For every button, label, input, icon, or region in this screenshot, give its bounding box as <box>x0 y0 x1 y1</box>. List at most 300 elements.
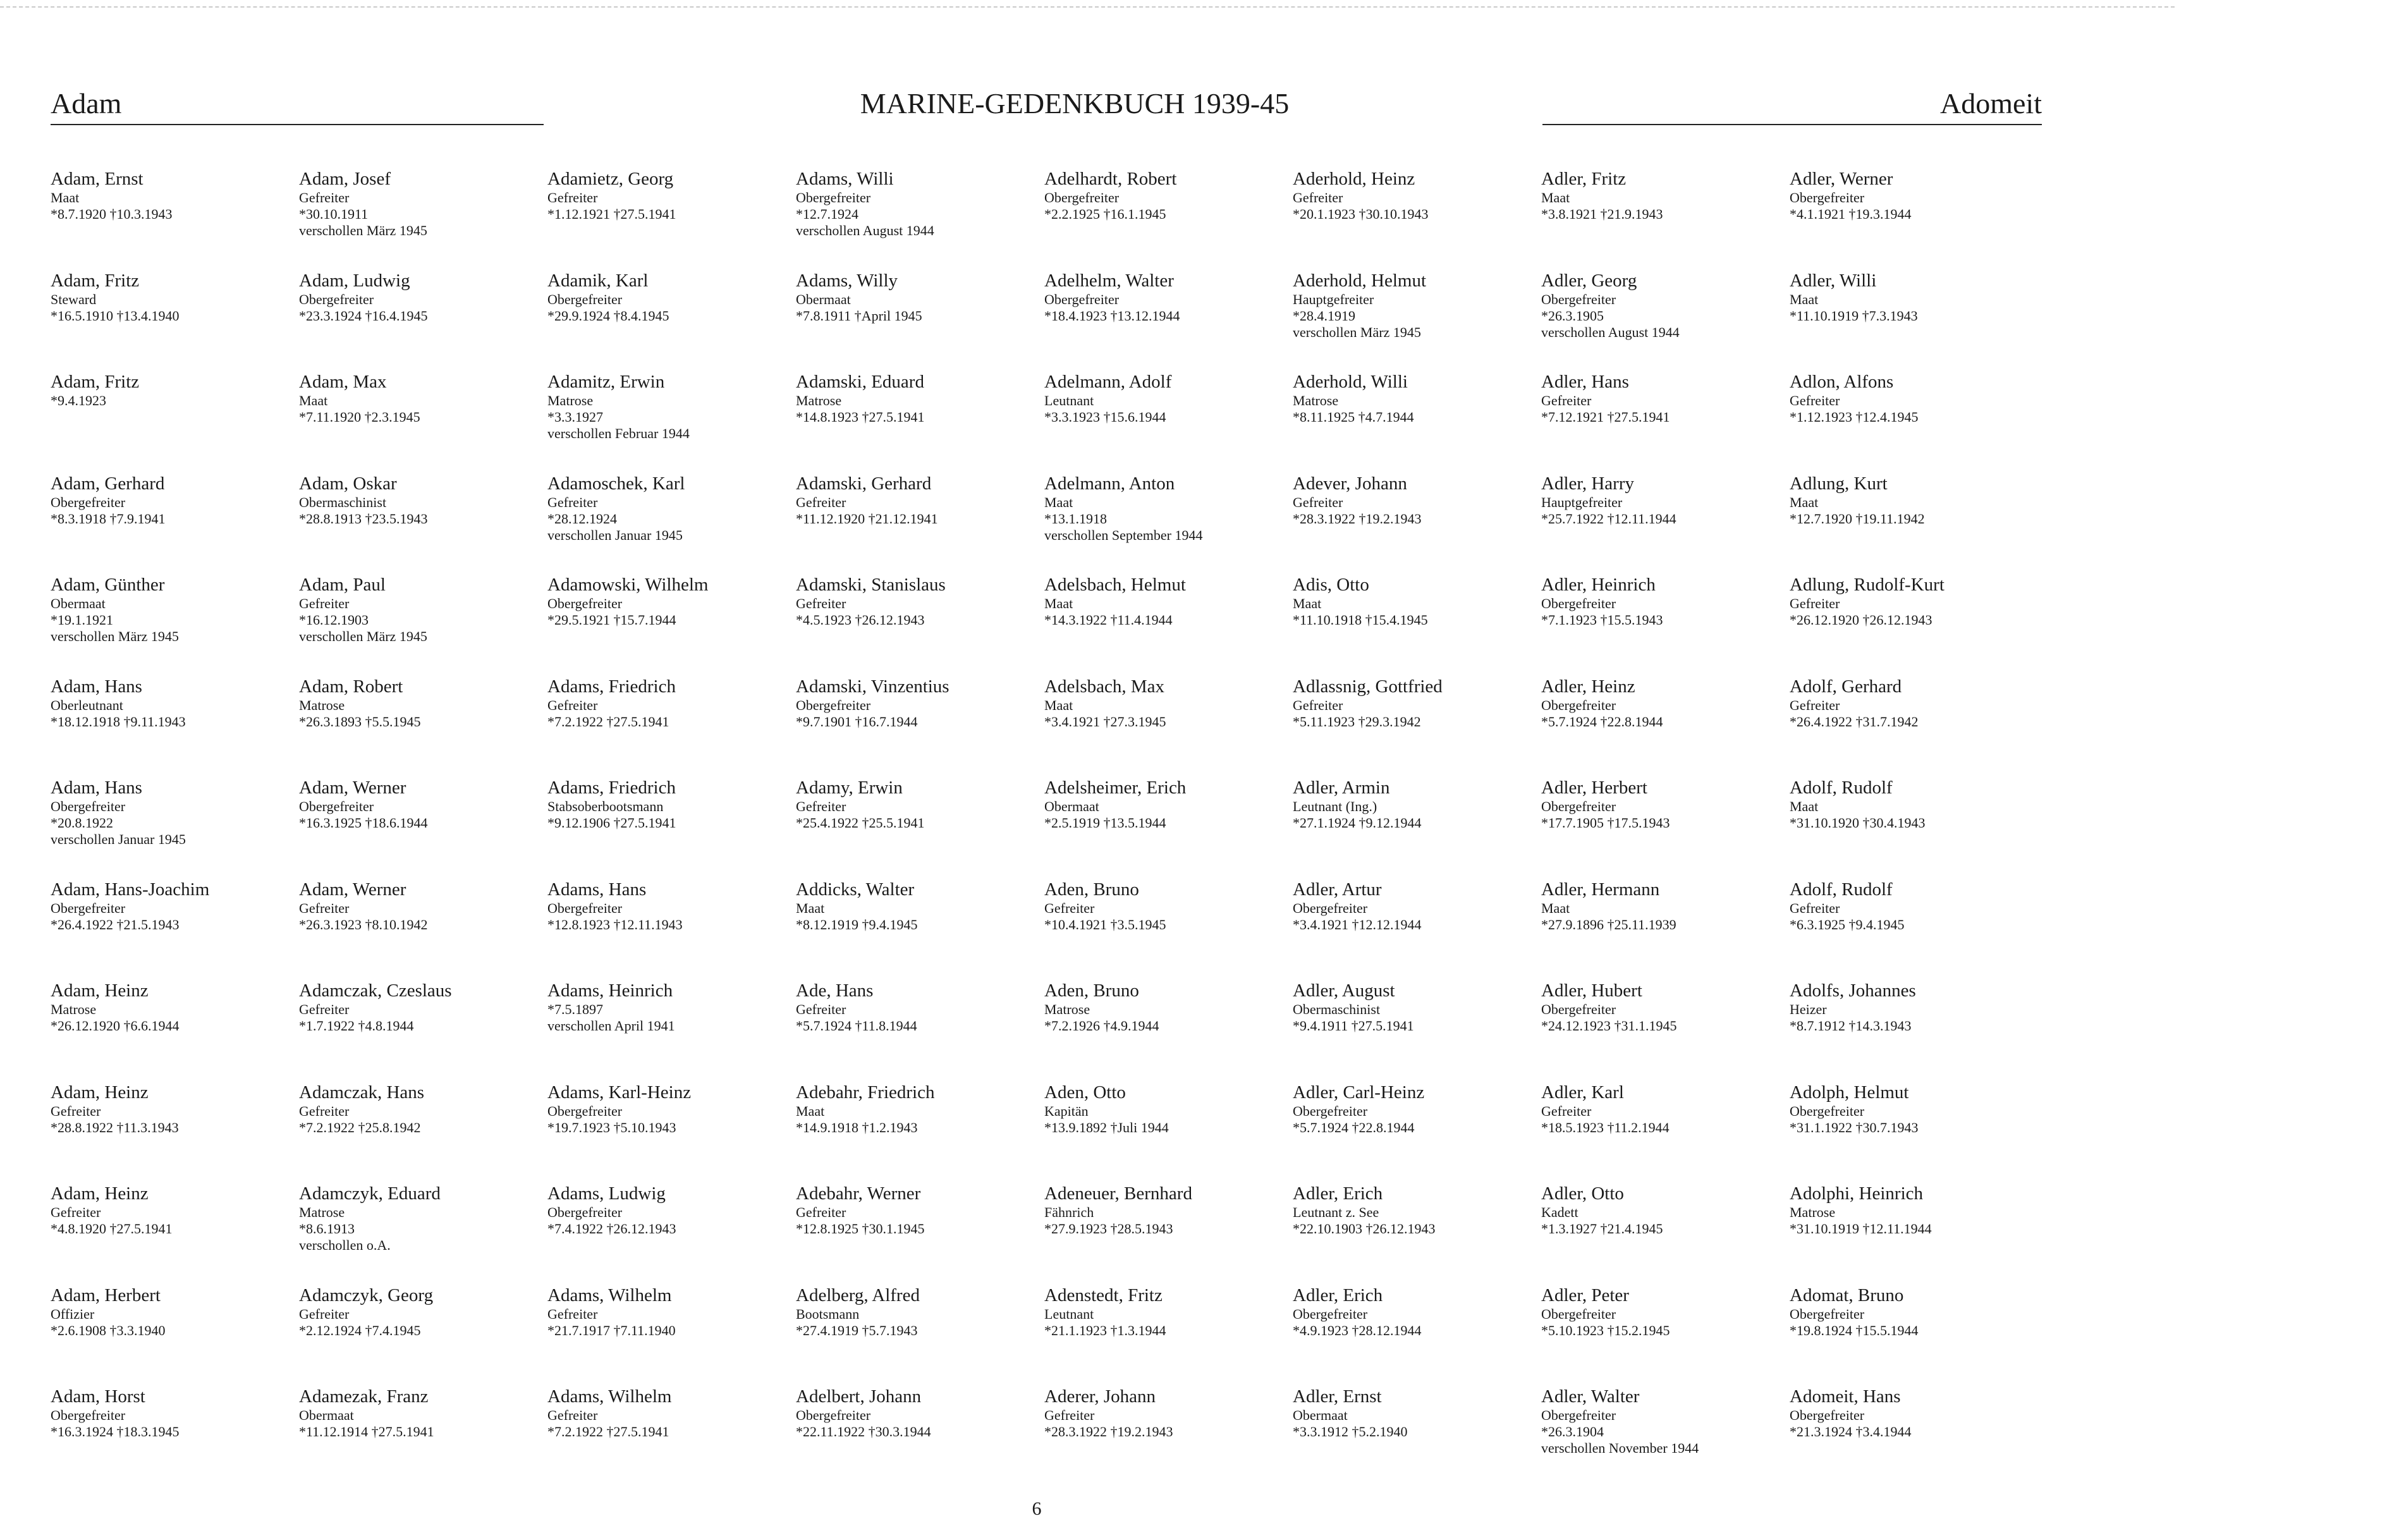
entry-name: Adams, Hans <box>547 879 647 900</box>
entry-dates: *13.9.1892 †Juli 1944 <box>1044 1119 1169 1135</box>
entry-rank: Maat <box>1044 697 1073 713</box>
entry-rank: Maat <box>1790 494 1819 510</box>
entry-rank: Gefreiter <box>1541 393 1592 408</box>
entry-dates: *28.3.1922 †19.2.1943 <box>1293 510 1422 527</box>
entry-rank: Maat <box>1790 798 1819 814</box>
entry-rank: Gefreiter <box>547 1305 598 1322</box>
entry-dates: *8.6.1913 <box>299 1221 355 1237</box>
entry-rank: Oberleutnant <box>51 697 123 713</box>
entry-rank: Leutnant <box>1044 1305 1094 1322</box>
memorial-entry <box>796 371 1044 473</box>
entry-rank: *7.5.1897 <box>547 1001 603 1017</box>
memorial-entry <box>1790 270 2038 372</box>
entry-rank: Leutnant z. See <box>1293 1204 1379 1220</box>
memorial-entry <box>299 1082 547 1183</box>
memorial-entry <box>1541 574 1790 676</box>
entry-note: verschollen März 1945 <box>51 628 179 644</box>
entry-rank: Obergefreiter <box>51 900 126 916</box>
entry-dates: *11.10.1918 †15.4.1945 <box>1293 612 1428 628</box>
entry-name: Adlung, Rudolf-Kurt <box>1790 575 1944 595</box>
memorial-entry <box>1044 168 1293 270</box>
entry-name: Adamy, Erwin <box>796 778 903 798</box>
memorial-entry <box>1790 1386 2038 1488</box>
entry-note: verschollen März 1945 <box>299 628 427 644</box>
entry-name: Aden, Bruno <box>1044 981 1139 1001</box>
entry-name: Ade, Hans <box>796 981 874 1001</box>
memorial-entry <box>547 574 796 676</box>
memorial-entry <box>299 676 547 778</box>
memorial-entry <box>547 1183 796 1285</box>
entry-dates: *27.4.1919 †5.7.1943 <box>796 1322 918 1338</box>
entry-note: verschollen August 1944 <box>796 223 934 238</box>
entry-rank: Gefreiter <box>1044 1407 1095 1423</box>
entry-dates: *3.3.1927 <box>547 409 603 425</box>
entry-dates: *31.1.1922 †30.7.1943 <box>1790 1119 1919 1135</box>
entry-rank: Matrose <box>1044 1001 1090 1017</box>
entry-rank: Obergefreiter <box>1541 1001 1616 1017</box>
entry-name: Adler, Georg <box>1541 270 1637 291</box>
memorial-entry <box>1044 574 1293 676</box>
entry-rank: Matrose <box>1790 1204 1836 1220</box>
entry-name: Aderhold, Willi <box>1293 372 1408 392</box>
memorial-entry <box>299 879 547 981</box>
entry-rank: Leutnant (Ing.) <box>1293 798 1377 814</box>
memorial-entry <box>1044 879 1293 981</box>
memorial-entry <box>51 168 299 270</box>
entry-rank: Gefreiter <box>299 1103 350 1119</box>
entry-dates: *18.12.1918 †9.11.1943 <box>51 713 186 730</box>
entry-name: Adam, Gerhard <box>51 473 165 494</box>
entry-name: Adler, Peter <box>1541 1285 1629 1305</box>
entry-rank: Steward <box>51 291 97 307</box>
entry-rank: Obermaat <box>1044 798 1099 814</box>
entry-name: Adelhardt, Robert <box>1044 169 1177 189</box>
entry-name: Adamski, Stanislaus <box>796 575 946 595</box>
memorial-entry <box>299 1183 547 1285</box>
entry-dates: *28.4.1919 <box>1293 307 1355 324</box>
entry-dates: *26.4.1922 †31.7.1942 <box>1790 713 1919 730</box>
memorial-entry <box>51 1386 299 1488</box>
entry-rank: Gefreiter <box>1293 190 1343 205</box>
entry-name: Adamczyk, Eduard <box>299 1183 441 1204</box>
entry-dates: *19.1.1921 <box>51 612 113 628</box>
entry-rank: Gefreiter <box>51 1204 101 1220</box>
entry-dates: *1.3.1927 †21.4.1945 <box>1541 1221 1663 1237</box>
entry-name: Aderhold, Heinz <box>1293 169 1415 189</box>
entry-rank: Matrose <box>796 393 842 408</box>
memorial-entry <box>796 1386 1044 1488</box>
entry-name: Adler, Hans <box>1541 372 1629 392</box>
entry-dates: *7.2.1922 †27.5.1941 <box>547 713 669 730</box>
entry-name: Adler, Otto <box>1541 1183 1624 1204</box>
entry-rank: Gefreiter <box>1790 596 1840 611</box>
entry-rank: Maat <box>796 1103 825 1119</box>
entry-dates: *29.9.1924 †8.4.1945 <box>547 307 669 324</box>
entry-name: Adeneuer, Bernhard <box>1044 1183 1192 1204</box>
entry-name: Adler, Harry <box>1541 473 1634 494</box>
memorial-entry <box>547 1285 796 1386</box>
entry-name: Adamski, Vinzentius <box>796 676 949 697</box>
entry-rank: Obergefreiter <box>1541 1305 1616 1322</box>
entry-rank: Maat <box>299 393 328 408</box>
entry-rank: Gefreiter <box>796 1001 846 1017</box>
entry-name: Adelmann, Adolf <box>1044 372 1172 392</box>
entry-name: Adam, Heinz <box>51 1082 149 1103</box>
memorial-entry <box>547 371 796 473</box>
memorial-entry <box>796 1082 1044 1183</box>
entry-name: Adams, Ludwig <box>547 1183 666 1204</box>
entry-name: Adler, Walter <box>1541 1386 1640 1407</box>
entry-dates: *26.3.1923 †8.10.1942 <box>299 916 428 932</box>
entry-name: Adam, Heinz <box>51 981 149 1001</box>
page-title: MARINE-GEDENKBUCH 1939-45 <box>860 87 1290 119</box>
entry-dates: *8.11.1925 †4.7.1944 <box>1293 409 1414 425</box>
entry-name: Aden, Otto <box>1044 1082 1126 1103</box>
entry-dates: *2.12.1924 †7.4.1945 <box>299 1322 421 1338</box>
entry-dates: *19.8.1924 †15.5.1944 <box>1790 1322 1919 1338</box>
entry-dates: *28.3.1922 †19.2.1943 <box>1044 1424 1173 1439</box>
memorial-entry <box>1293 980 1541 1082</box>
entry-dates: *26.3.1893 †5.5.1945 <box>299 713 421 730</box>
memorial-entry <box>547 473 796 575</box>
entry-name: Adebahr, Werner <box>796 1183 921 1204</box>
entry-name: Adler, Herbert <box>1541 778 1647 798</box>
entry-dates: *27.9.1896 †25.11.1939 <box>1541 916 1676 932</box>
entry-rank: Matrose <box>299 697 345 713</box>
entry-rank: Gefreiter <box>1790 900 1840 916</box>
memorial-entry <box>547 1082 796 1183</box>
entry-name: Adler, Carl-Heinz <box>1293 1082 1425 1103</box>
memorial-entry <box>1541 879 1790 981</box>
memorial-entry <box>1293 1082 1541 1183</box>
memorial-entry <box>1293 1285 1541 1386</box>
entry-rank: Obermaat <box>796 291 851 307</box>
entry-dates: *27.1.1924 †9.12.1944 <box>1293 815 1422 831</box>
memorial-entry <box>1044 1082 1293 1183</box>
memorial-entry <box>547 168 796 270</box>
entry-note: verschollen März 1945 <box>1293 324 1421 340</box>
entry-note: verschollen Januar 1945 <box>547 527 683 543</box>
entry-rank: Obergefreiter <box>1293 1305 1368 1322</box>
entry-dates: *11.10.1919 †7.3.1943 <box>1790 307 1918 324</box>
entry-name: Adler, Ernst <box>1293 1386 1382 1407</box>
memorial-entry <box>1541 1082 1790 1183</box>
entry-rank: Obergefreiter <box>51 494 126 510</box>
entry-name: Adam, Ernst <box>51 169 143 189</box>
entry-name: Adam, Günther <box>51 575 165 595</box>
entry-dates: *3.4.1921 †27.3.1945 <box>1044 713 1166 730</box>
entry-dates: *7.2.1922 †25.8.1942 <box>299 1119 421 1135</box>
entry-dates: *9.7.1901 †16.7.1944 <box>796 713 918 730</box>
entry-name: Adamczak, Czeslaus <box>299 981 452 1001</box>
entry-dates: *31.10.1920 †30.4.1943 <box>1790 815 1926 831</box>
entry-dates: *7.1.1923 †15.5.1943 <box>1541 612 1663 628</box>
entry-rank: Obergefreiter <box>51 798 126 814</box>
memorial-entry <box>1293 168 1541 270</box>
entry-name: Adams, Willy <box>796 270 898 291</box>
memorial-entry <box>1790 371 2038 473</box>
entry-rank: Obergefreiter <box>796 1407 871 1423</box>
memorial-entry <box>1293 371 1541 473</box>
memorial-entry <box>547 270 796 372</box>
entry-rank: Gefreiter <box>796 596 846 611</box>
entry-dates: *28.12.1924 <box>547 510 617 527</box>
entry-name: Adolf, Gerhard <box>1790 676 1902 697</box>
entry-rank: Gefreiter <box>299 190 350 205</box>
entry-name: Adler, Hermann <box>1541 879 1660 900</box>
entry-name: Adamik, Karl <box>547 270 649 291</box>
entry-dates: *10.4.1921 †3.5.1945 <box>1044 916 1166 932</box>
entry-name: Adler, Hubert <box>1541 981 1642 1001</box>
entry-name: Adams, Friedrich <box>547 778 676 798</box>
memorial-entry <box>51 1285 299 1386</box>
entry-rank: Maat <box>1044 494 1073 510</box>
memorial-entry <box>1044 777 1293 879</box>
entry-dates: *26.3.1904 <box>1541 1424 1604 1439</box>
entry-rank: Obergefreiter <box>1541 291 1616 307</box>
entry-dates: *3.3.1923 †15.6.1944 <box>1044 409 1166 425</box>
entry-dates: *17.7.1905 †17.5.1943 <box>1541 815 1670 831</box>
memorial-entry <box>1541 473 1790 575</box>
entry-name: Adler, Karl <box>1541 1082 1624 1103</box>
entry-dates: *16.12.1903 <box>299 612 369 628</box>
entry-name: Adam, Fritz <box>51 372 140 392</box>
memorial-entry <box>1044 1183 1293 1285</box>
entry-dates: *21.7.1917 †7.11.1940 <box>547 1322 676 1338</box>
entry-dates: *9.4.1911 †27.5.1941 <box>1293 1018 1414 1034</box>
entry-name: Adelmann, Anton <box>1044 473 1175 494</box>
running-head-left: Adam <box>51 86 544 125</box>
entry-name: Adlon, Alfons <box>1790 372 1894 392</box>
entry-dates: *8.7.1912 †14.3.1943 <box>1790 1018 1912 1034</box>
entry-rank: Gefreiter <box>299 900 350 916</box>
entry-name: Adam, Werner <box>299 879 406 900</box>
memorial-entry <box>547 777 796 879</box>
entry-dates: *22.11.1922 †30.3.1944 <box>796 1424 931 1439</box>
entry-rank: Matrose <box>547 393 594 408</box>
memorial-entry <box>1044 676 1293 778</box>
memorial-entry <box>796 879 1044 981</box>
memorial-entry <box>51 574 299 676</box>
memorial-entry <box>299 1386 547 1488</box>
memorial-entry <box>1790 980 2038 1082</box>
memorial-entry <box>1293 1183 1541 1285</box>
entry-dates: *22.10.1903 †26.12.1943 <box>1293 1221 1436 1237</box>
entry-dates: *24.12.1923 †31.1.1945 <box>1541 1018 1677 1034</box>
entry-rank: Bootsmann <box>796 1305 860 1322</box>
memorial-entry <box>1044 473 1293 575</box>
entry-name: Adam, Horst <box>51 1386 145 1407</box>
memorial-entry <box>1790 1285 2038 1386</box>
memorial-entry <box>1790 676 2038 778</box>
entry-dates: *19.7.1923 †5.10.1943 <box>547 1119 676 1135</box>
entry-rank: Obergefreiter <box>1044 190 1120 205</box>
entry-name: Adler, Heinz <box>1541 676 1635 697</box>
entry-name: Adamczyk, Georg <box>299 1285 434 1305</box>
memorial-entry <box>1293 270 1541 372</box>
entry-rank: Kapitän <box>1044 1103 1089 1119</box>
entry-name: Adamietz, Georg <box>547 169 674 189</box>
entry-rank: Gefreiter <box>299 596 350 611</box>
entry-dates: *26.12.1920 †26.12.1943 <box>1790 612 1932 628</box>
entry-dates: *12.8.1923 †12.11.1943 <box>547 916 683 932</box>
entry-dates: *4.1.1921 †19.3.1944 <box>1790 206 1912 222</box>
entry-rank: Gefreiter <box>1293 494 1343 510</box>
entry-rank: Obergefreiter <box>299 291 374 307</box>
entry-dates: *31.10.1919 †12.11.1944 <box>1790 1221 1932 1237</box>
entry-name: Adamoschek, Karl <box>547 473 685 494</box>
entry-name: Adlung, Kurt <box>1790 473 1888 494</box>
entry-dates: *14.9.1918 †1.2.1943 <box>796 1119 918 1135</box>
entry-rank: Maat <box>1293 596 1322 611</box>
entry-dates: *4.9.1923 †28.12.1944 <box>1293 1322 1422 1338</box>
entry-name: Adlassnig, Gottfried <box>1293 676 1443 697</box>
entry-rank: Gefreiter <box>1790 393 1840 408</box>
entry-rank: Obergefreiter <box>1044 291 1120 307</box>
entry-dates: *29.5.1921 †15.7.1944 <box>547 612 676 628</box>
entry-name: Adam, Herbert <box>51 1285 161 1305</box>
entry-dates: *14.3.1922 †11.4.1944 <box>1044 612 1173 628</box>
entry-dates: *20.1.1923 †30.10.1943 <box>1293 206 1429 222</box>
entry-rank: Offizier <box>51 1305 95 1322</box>
entry-rank: Gefreiter <box>299 1001 350 1017</box>
entry-name: Adams, Heinrich <box>547 981 673 1001</box>
memorial-entry <box>796 168 1044 270</box>
memorial-entry <box>547 676 796 778</box>
entry-rank: Gefreiter <box>1541 1103 1592 1119</box>
entry-rank: Obermaat <box>51 596 106 611</box>
entry-name: Adamowski, Wilhelm <box>547 575 709 595</box>
entry-rank: Obergefreiter <box>547 596 623 611</box>
entry-name: Adam, Heinz <box>51 1183 149 1204</box>
memorial-entry <box>1790 473 2038 575</box>
entry-rank: Obergefreiter <box>51 1407 126 1423</box>
entry-name: Adomat, Bruno <box>1790 1285 1904 1305</box>
entry-name: Adolphi, Heinrich <box>1790 1183 1924 1204</box>
entry-rank: Obergefreiter <box>547 291 623 307</box>
memorial-entry <box>1790 1082 2038 1183</box>
entry-name: Adever, Johann <box>1293 473 1407 494</box>
page-number: 6 <box>1032 1498 1042 1519</box>
entry-dates: *12.7.1920 †19.11.1942 <box>1790 510 1925 527</box>
memorial-entry <box>1541 1285 1790 1386</box>
entry-rank: Hauptgefreiter <box>1541 494 1623 510</box>
entry-rank: Matrose <box>51 1001 97 1017</box>
memorial-entry <box>299 777 547 879</box>
entry-dates: *16.3.1925 †18.6.1944 <box>299 815 428 831</box>
memorial-entry <box>299 473 547 575</box>
memorial-entry <box>1790 168 2038 270</box>
entry-dates: *8.3.1918 †7.9.1941 <box>51 510 166 527</box>
entry-note: verschollen September 1944 <box>1044 527 1203 543</box>
entry-name: Adam, Werner <box>299 778 406 798</box>
entry-name: Adler, Heinrich <box>1541 575 1656 595</box>
entry-name: Adamitz, Erwin <box>547 372 665 392</box>
entry-rank: Gefreiter <box>1293 697 1343 713</box>
entry-rank: Leutnant <box>1044 393 1094 408</box>
entry-dates: *11.12.1920 †21.12.1941 <box>796 510 938 527</box>
entry-dates: *5.7.1924 †11.8.1944 <box>796 1018 917 1034</box>
entry-name: Adam, Robert <box>299 676 403 697</box>
entry-name: Adelsbach, Helmut <box>1044 575 1186 595</box>
entry-rank: Stabsoberbootsmann <box>547 798 664 814</box>
memorial-entry <box>51 879 299 981</box>
entry-name: Aderer, Johann <box>1044 1386 1156 1407</box>
entry-name: Adamezak, Franz <box>299 1386 429 1407</box>
entry-rank: Obermaat <box>299 1407 354 1423</box>
entry-dates: *30.10.1911 <box>299 206 369 222</box>
entry-dates: *26.12.1920 †6.6.1944 <box>51 1018 180 1034</box>
entry-rank: Fähnrich <box>1044 1204 1094 1220</box>
entry-dates: *3.8.1921 †21.9.1943 <box>1541 206 1663 222</box>
memorial-entry <box>1541 777 1790 879</box>
entry-rank: Obergefreiter <box>547 1103 623 1119</box>
entry-rank: Matrose <box>299 1204 345 1220</box>
entry-dates: *21.1.1923 †1.3.1944 <box>1044 1322 1166 1338</box>
entry-name: Adolph, Helmut <box>1790 1082 1909 1103</box>
memorial-entry <box>299 574 547 676</box>
entry-name: Adler, August <box>1293 981 1395 1001</box>
entry-dates: *18.4.1923 †13.12.1944 <box>1044 307 1180 324</box>
entry-rank: Obergefreiter <box>547 1204 623 1220</box>
entry-rank: Gefreiter <box>796 494 846 510</box>
entry-name: Adamski, Gerhard <box>796 473 932 494</box>
entry-dates: *16.5.1910 †13.4.1940 <box>51 307 180 324</box>
entry-dates: *5.7.1924 †22.8.1944 <box>1541 713 1663 730</box>
entry-dates: *7.4.1922 †26.12.1943 <box>547 1221 676 1237</box>
memorial-entry <box>51 980 299 1082</box>
entry-rank: Obergefreiter <box>1790 1407 1865 1423</box>
memorial-entry <box>1541 371 1790 473</box>
entry-rank: Gefreiter <box>796 798 846 814</box>
memorial-entry <box>51 270 299 372</box>
memorial-entry <box>1293 574 1541 676</box>
entry-dates: *16.3.1924 †18.3.1945 <box>51 1424 180 1439</box>
entry-dates: *4.8.1920 †27.5.1941 <box>51 1221 173 1237</box>
entry-dates: *5.10.1923 †15.2.1945 <box>1541 1322 1670 1338</box>
entry-rank: Gefreiter <box>547 494 598 510</box>
entry-name: Addicks, Walter <box>796 879 915 900</box>
entry-dates: *25.7.1922 †12.11.1944 <box>1541 510 1676 527</box>
memorial-entry <box>299 168 547 270</box>
entry-name: Adamczak, Hans <box>299 1082 425 1103</box>
memorial-entry <box>1541 1183 1790 1285</box>
entry-name: Adler, Fritz <box>1541 169 1627 189</box>
entry-name: Adam, Hans <box>51 778 142 798</box>
memorial-entry <box>1790 777 2038 879</box>
memorial-entry <box>299 371 547 473</box>
entry-rank: Maat <box>51 190 80 205</box>
memorial-entry <box>1541 270 1790 372</box>
entry-dates: *7.2.1926 †4.9.1944 <box>1044 1018 1159 1034</box>
entry-dates: *2.2.1925 †16.1.1945 <box>1044 206 1166 222</box>
memorial-entry <box>796 270 1044 372</box>
entry-name: Adelbert, Johann <box>796 1386 922 1407</box>
entry-dates: *3.4.1921 †12.12.1944 <box>1293 916 1422 932</box>
entry-dates: *26.3.1905 <box>1541 307 1604 324</box>
entry-dates: *26.4.1922 †21.5.1943 <box>51 916 180 932</box>
memorial-entry <box>1541 676 1790 778</box>
entry-rank: Maat <box>1541 900 1570 916</box>
entry-name: Adolf, Rudolf <box>1790 778 1893 798</box>
entry-name: Adams, Wilhelm <box>547 1285 672 1305</box>
entry-dates: *21.3.1924 †3.4.1944 <box>1790 1424 1912 1439</box>
memorial-entry <box>1293 879 1541 981</box>
entry-name: Adolf, Rudolf <box>1790 879 1893 900</box>
entry-dates: *6.3.1925 †9.4.1945 <box>1790 916 1905 932</box>
entry-rank: Gefreiter <box>547 190 598 205</box>
entry-dates: verschollen April 1941 <box>547 1018 675 1034</box>
